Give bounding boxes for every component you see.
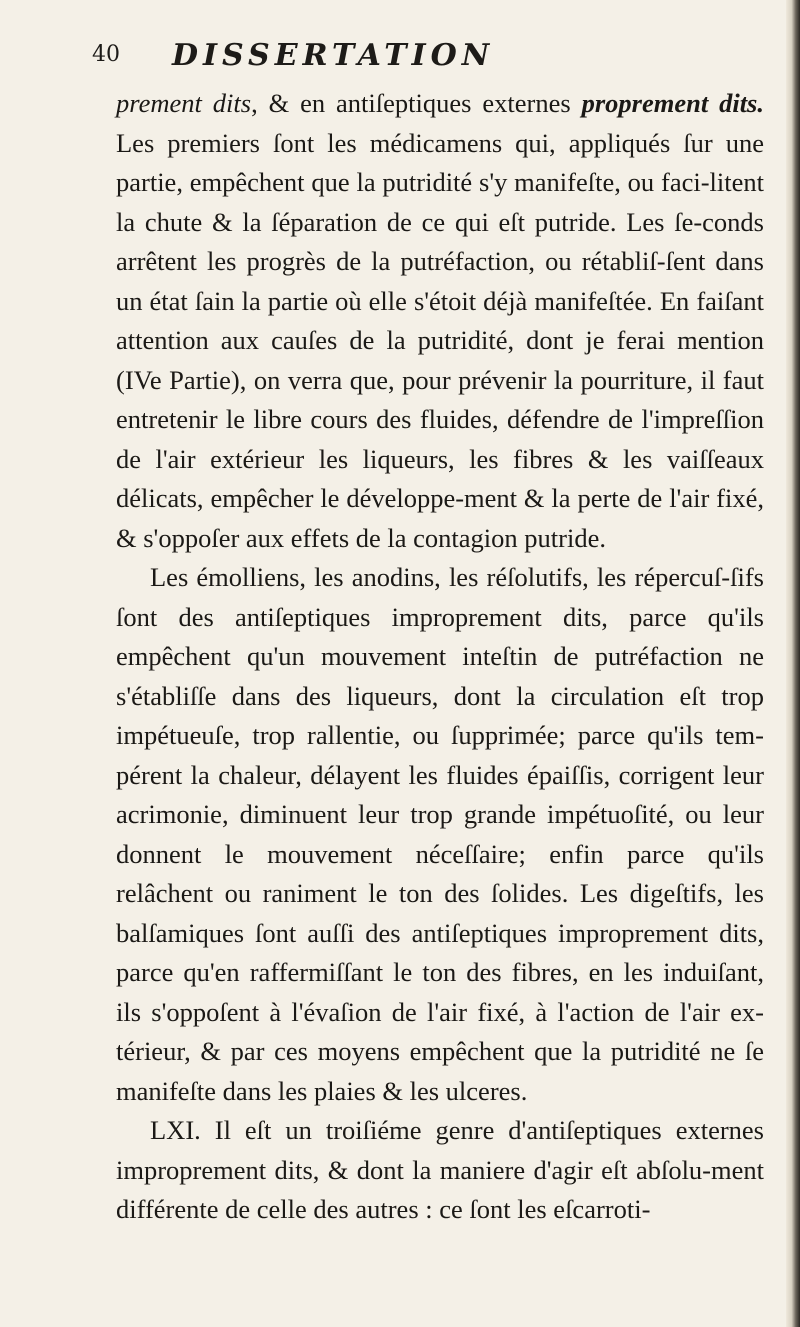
page-header (92, 38, 752, 78)
text-fragment-rest: Les premiers ſont les médicamens qui, appliqués ſur une partie, empêchent que la putridité s'y manifeſte, ou faci-litent la chute & la ſéparation de ce qui eſt putride. Les ſe-conds arrêtent les progrès de la putréfaction, ou rétabliſ-ſent dans un état ſain la partie où elle s'étoit déjà manifeſtée. En faiſant attention aux cauſes de la putridité, dont je ferai mention (IVe Partie), on verra que, pour prévenir la pourriture, il faut entretenir le libre cours des fluides, défendre de l'impreſſion de l'air extérieur les liqueurs, les fibres & les vaiſſeaux délicats, empêcher le développe-ment & la perte de l'air fixé, & s'oppoſer aux effets de la contagion putride. (116, 127, 764, 553)
page-number: 40 (92, 42, 120, 67)
paragraph-2: Les émolliens, les anodins, les réſolutifs, les répercuſ-ſifs ſont des antiſeptiques improprement dits, parce qu'ils empêchent qu'un mouvement inteſtin de putréfaction ne s'établiſſe dans des liqueurs, dont la circulation eſt trop impétueuſe, trop rallentie, ou ſupprimée; parce qu'ils tem-pérent la chaleur, délayent les fluides épaiſſis, corrigent leur acrimonie, diminuent leur trop grande impétuoſité, ou leur donnent le mouvement néceſſaire; enfin parce qu'ils relâchent ou raniment le ton des ſolides. Les digeſtifs, les balſamiques ſont auſſi des antiſeptiques improprement dits, parce qu'en raffermiſſant le ton des fibres, en les induiſant, ils s'oppoſent à l'évaſion de l'air fixé, à l'action de l'air ex-térieur, & par ces moyens empêchent que la putridité ne ſe manifeſte dans les plaies & les ulceres. (116, 562, 764, 1106)
body-text (116, 84, 764, 1230)
italic-fragment-end: proprement dits. (581, 88, 764, 118)
paragraph-1 (116, 84, 764, 558)
binding-edge (786, 0, 800, 1327)
text-fragment-mid: , & en antiſeptiques externes (251, 88, 582, 118)
paragraph-3: LXI. Il eſt un troiſiéme genre d'antiſeptiques externes improprement dits, & dont la maniere d'agir eſt abſolu-ment différente de celle des autres : ce ſont les eſcarroti- (116, 1115, 764, 1224)
italic-fragment-start: prement dits (116, 88, 252, 118)
running-title: DISSERTATION (172, 38, 495, 73)
